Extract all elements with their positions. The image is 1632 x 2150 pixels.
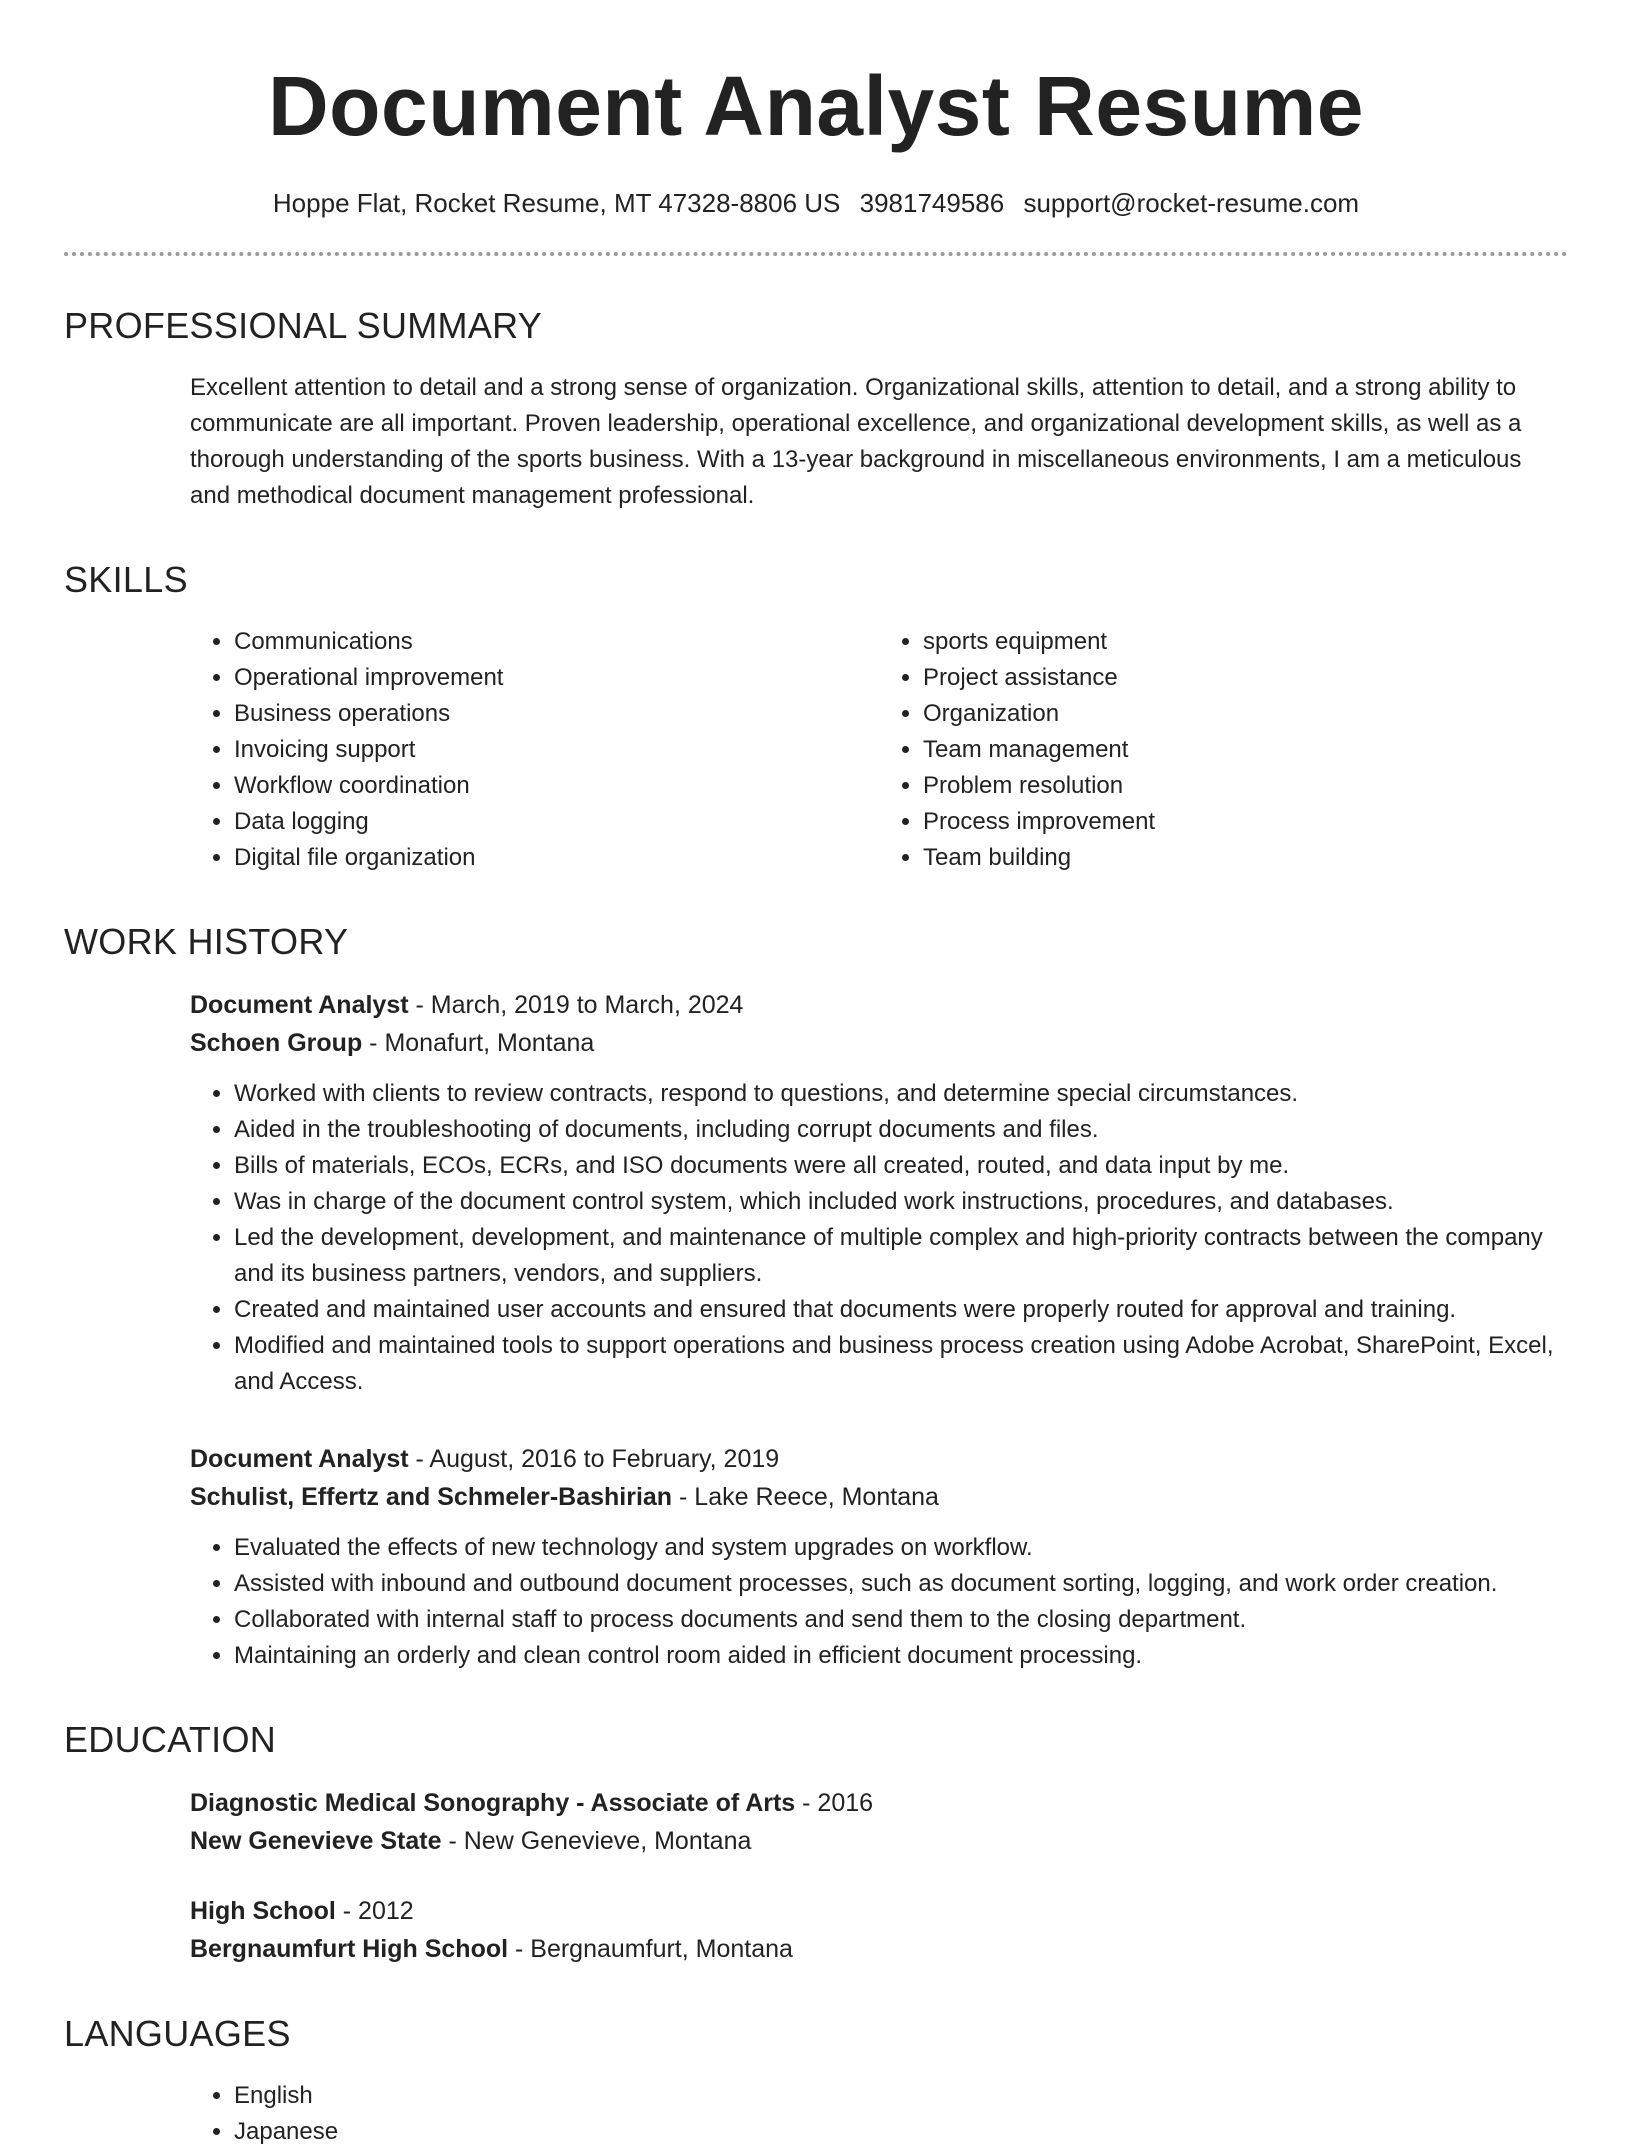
skill-item: • Digital file organization bbox=[234, 840, 879, 876]
job-company-line bbox=[190, 1478, 1568, 1516]
section-languages bbox=[64, 2012, 1568, 2150]
skill-item: • Communications bbox=[234, 624, 879, 660]
job-bullet: • Bills of materials, ECOs, ECRs, and ISO documents were all created, routed, and data input by me. bbox=[234, 1148, 1568, 1184]
job-bullet: • Evaluated the effects of new technology and system upgrades on workflow. bbox=[234, 1530, 1568, 1566]
job-bullets bbox=[190, 1076, 1568, 1400]
education-entry bbox=[190, 1784, 1568, 1860]
contact-line bbox=[64, 186, 1568, 220]
skill-item: • Team management bbox=[923, 732, 1568, 768]
job-company-line bbox=[190, 1024, 1568, 1062]
work-history-body bbox=[190, 986, 1568, 1674]
education-school-line bbox=[190, 1930, 1568, 1968]
education-school: Bergnaumfurt High School bbox=[190, 1935, 509, 1963]
education-entry bbox=[190, 1892, 1568, 1968]
education-degree: Diagnostic Medical Sonography - Associate of Arts bbox=[190, 1789, 796, 1817]
languages-body bbox=[190, 2078, 1568, 2150]
job-location: - Lake Reece, Montana bbox=[672, 1483, 939, 1511]
job-bullet: • Assisted with inbound and outbound document processes, such as document sorting, logging, and work order creation. bbox=[234, 1566, 1568, 1602]
language-item: • Japanese bbox=[234, 2114, 1568, 2150]
education-year: - 2012 bbox=[335, 1897, 414, 1925]
job-bullet: • Modified and maintained tools to support operations and business process creation using Adobe Acrobat, SharePoint, Excel, and Access. bbox=[234, 1328, 1568, 1400]
skills-grid bbox=[190, 624, 1568, 876]
job-entry bbox=[190, 1440, 1568, 1674]
job-role-line bbox=[190, 1440, 1568, 1478]
job-company: Schoen Group bbox=[190, 1029, 363, 1057]
job-dates: - March, 2019 to March, 2024 bbox=[408, 991, 744, 1019]
education-year: - 2016 bbox=[795, 1789, 874, 1817]
header-divider bbox=[64, 252, 1568, 256]
job-entry bbox=[190, 986, 1568, 1400]
skill-item: • sports equipment bbox=[923, 624, 1568, 660]
skill-item: • Process improvement bbox=[923, 804, 1568, 840]
job-bullet: • Was in charge of the document control system, which included work instructions, procedures, and databases. bbox=[234, 1184, 1568, 1220]
resume-header bbox=[64, 0, 1568, 220]
education-school: New Genevieve State bbox=[190, 1827, 442, 1855]
job-bullet: • Collaborated with internal staff to process documents and send them to the closing department. bbox=[234, 1602, 1568, 1638]
education-degree: High School bbox=[190, 1897, 336, 1925]
job-bullet: • Aided in the troubleshooting of documents, including corrupt documents and files. bbox=[234, 1112, 1568, 1148]
education-location: - New Genevieve, Montana bbox=[441, 1827, 752, 1855]
job-bullets bbox=[190, 1530, 1568, 1674]
contact-address: Hoppe Flat, Rocket Resume, MT 47328-8806 US bbox=[272, 188, 841, 218]
education-degree-line bbox=[190, 1784, 1568, 1822]
section-title-work-history: WORK HISTORY bbox=[64, 921, 349, 962]
skills-column-right bbox=[879, 624, 1568, 876]
job-role: Document Analyst bbox=[190, 1445, 409, 1473]
education-body bbox=[190, 1784, 1568, 1968]
section-work-history bbox=[64, 920, 1568, 1674]
section-title-skills: SKILLS bbox=[64, 559, 188, 600]
skill-item: • Project assistance bbox=[923, 660, 1568, 696]
skill-item: • Organization bbox=[923, 696, 1568, 732]
section-professional-summary bbox=[64, 304, 1568, 514]
section-skills bbox=[64, 558, 1568, 876]
job-role-line bbox=[190, 986, 1568, 1024]
skill-item: • Data logging bbox=[234, 804, 879, 840]
summary-text: Excellent attention to detail and a strong sense of organization. Organizational skills, attention to detail, and a strong ability to communicate are all important. Proven leadership, operational excellence, and organizational development skills, as well as a thorough understanding of the sports business. With a 13-year background in miscellaneous environments, I am a meticulous and methodical document management professional. bbox=[190, 374, 1522, 509]
education-location: - Bergnaumfurt, Montana bbox=[508, 1935, 793, 1963]
skill-item: • Problem resolution bbox=[923, 768, 1568, 804]
job-bullet: • Maintaining an orderly and clean control room aided in efficient document processing. bbox=[234, 1638, 1568, 1674]
contact-email: support@rocket-resume.com bbox=[1023, 188, 1360, 218]
skill-item: • Invoicing support bbox=[234, 732, 879, 768]
section-title-summary: PROFESSIONAL SUMMARY bbox=[64, 305, 543, 346]
education-degree-line bbox=[190, 1892, 1568, 1930]
skills-column-left bbox=[190, 624, 879, 876]
job-bullet: • Created and maintained user accounts and ensured that documents were properly routed for approval and training. bbox=[234, 1292, 1568, 1328]
section-title-languages: LANGUAGES bbox=[64, 2013, 291, 2054]
languages-list bbox=[190, 2078, 1568, 2150]
job-role: Document Analyst bbox=[190, 991, 409, 1019]
job-bullet: • Led the development, development, and maintenance of multiple complex and high-priority contracts between the company and its business partners, vendors, and suppliers. bbox=[234, 1220, 1568, 1292]
skill-item: • Operational improvement bbox=[234, 660, 879, 696]
language-item: • English bbox=[234, 2078, 1568, 2114]
contact-phone: 3981749586 bbox=[859, 188, 1005, 218]
resume-title: Document Analyst Resume bbox=[268, 59, 1364, 153]
section-title-education: EDUCATION bbox=[64, 1719, 277, 1760]
job-company: Schulist, Effertz and Schmeler-Bashirian bbox=[190, 1483, 673, 1511]
summary-body bbox=[190, 370, 1568, 514]
section-education bbox=[64, 1718, 1568, 1968]
skill-item: • Business operations bbox=[234, 696, 879, 732]
skill-item: • Team building bbox=[923, 840, 1568, 876]
job-bullet: • Worked with clients to review contracts, respond to questions, and determine special circumstances. bbox=[234, 1076, 1568, 1112]
job-location: - Monafurt, Montana bbox=[362, 1029, 595, 1057]
skill-item: • Workflow coordination bbox=[234, 768, 879, 804]
education-school-line bbox=[190, 1822, 1568, 1860]
job-dates: - August, 2016 to February, 2019 bbox=[408, 1445, 780, 1473]
